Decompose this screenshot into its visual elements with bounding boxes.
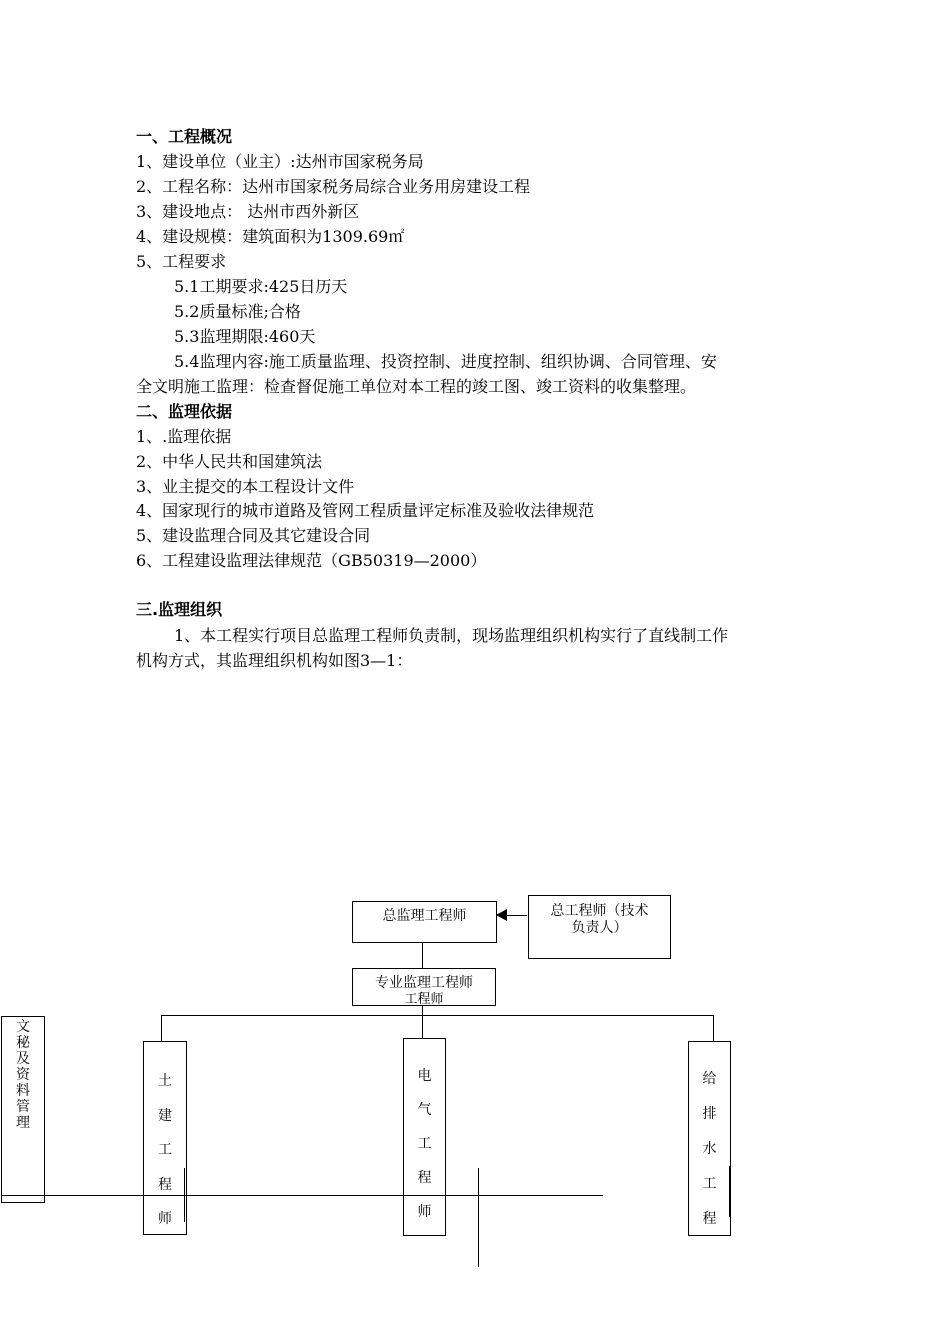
- secretary-label: [7, 1019, 39, 1131]
- section1-item5-4-line2: 全文明施工监理：检查督促施工单位对本工程的竣工图、竣工资料的收集整理。: [136, 377, 697, 396]
- electrical-char: 工: [417, 1136, 432, 1152]
- chief-engineer-label-line1: 总工程师（技术: [550, 903, 649, 919]
- electrical-char: 程: [417, 1170, 432, 1186]
- secretary-char: 文: [16, 1019, 30, 1035]
- section2-item2: 2、中华人民共和国建筑法: [136, 452, 323, 471]
- secretary-char: 管: [16, 1099, 30, 1115]
- horizontal-rule: [1, 1195, 603, 1196]
- secretary-box: [1, 1016, 45, 1203]
- connector-specialist-to-electrical: [422, 1006, 423, 1042]
- secretary-char: 理: [16, 1115, 30, 1131]
- electrical-char: 气: [417, 1102, 432, 1118]
- plumbing-char: 工: [702, 1176, 717, 1192]
- chief-engineer-box: [528, 895, 671, 959]
- plumbing-char: 水: [702, 1141, 717, 1157]
- section1-item4: 4、建设规模：建筑面积为1309.69㎡: [136, 227, 405, 246]
- civil-char: 土: [158, 1073, 172, 1089]
- section3-para-line1: 1、本工程实行项目总监理工程师负责制，现场监理组织机构实行了直线制工作: [174, 626, 729, 645]
- electrical-char: 师: [417, 1204, 432, 1220]
- section1-item2: 2、工程名称：达州市国家税务局综合业务用房建设工程: [136, 177, 531, 196]
- civil-char: 程: [158, 1176, 172, 1193]
- section2-item1: 1、.监理依据: [136, 427, 232, 446]
- section3-para-line2: 机构方式，其监理组织机构如图3—1：: [136, 651, 413, 670]
- secretary-char: 资: [16, 1067, 30, 1083]
- plumbing-edge-mark: [729, 1166, 730, 1217]
- secretary-char: 及: [16, 1051, 30, 1067]
- section1-item5: 5、工程要求: [136, 252, 227, 271]
- plumbing-engineer-label: [689, 1062, 730, 1237]
- section2-item5: 5、建设监理合同及其它建设合同: [136, 526, 371, 545]
- plumbing-char: 程: [702, 1211, 717, 1227]
- electrical-engineer-box: [403, 1038, 446, 1236]
- section1-title: 一、工程概况: [136, 127, 233, 146]
- electrical-char: 电: [417, 1068, 432, 1084]
- connector-civil: [161, 1015, 162, 1041]
- specialist-engineer-label: 专业监理工程师: [375, 975, 473, 991]
- section1-item5-4-line1: 5.4监理内容:施工质量监理、投资控制、进度控制、组织协调、合同管理、安: [174, 352, 717, 371]
- plumbing-char: 给: [702, 1071, 717, 1087]
- section1-item1: 1、建设单位（业主）:达州市国家税务局: [136, 152, 424, 171]
- connector-horizontal-bus: [161, 1015, 714, 1016]
- connector-plumbing: [713, 1015, 714, 1041]
- chief-engineer-label-line2: 负责人）: [571, 920, 628, 936]
- secretary-char: 秘: [16, 1035, 30, 1051]
- civil-engineer-box: [143, 1041, 187, 1235]
- section2-item6: 6、工程建设监理法律规范（GB50319—2000）: [136, 551, 487, 570]
- section1-item5-2: 5.2质量标准;合格: [174, 302, 301, 321]
- civil-char: 工: [158, 1142, 172, 1158]
- specialist-engineer-label-overflow: 工程师: [404, 992, 444, 1006]
- section2-item3: 3、业主提交的本工程设计文件: [136, 477, 355, 496]
- civil-char: 建: [158, 1107, 172, 1124]
- civil-engineer-label: [144, 1064, 186, 1237]
- section2-item4: 4、国家现行的城市道路及管网工程质量评定标准及验收法律规范: [136, 501, 595, 520]
- civil-char: 师: [158, 1211, 172, 1227]
- section1-item5-1: 5.1工期要求:425日历天: [174, 277, 348, 296]
- section1-item3: 3、建设地点： 达州市西外新区: [136, 202, 360, 221]
- plumbing-engineer-box: [688, 1041, 731, 1236]
- electrical-engineer-label: [404, 1059, 445, 1229]
- arrow-head-icon: [496, 909, 508, 921]
- chief-supervisor-box: [352, 901, 497, 943]
- chief-supervisor-label: 总监理工程师: [382, 908, 467, 924]
- specialist-engineer-box: [352, 968, 496, 1006]
- section2-title: 二、监理依据: [136, 402, 233, 421]
- vertical-rule: [478, 1168, 479, 1267]
- plumbing-char: 排: [702, 1106, 717, 1122]
- secretary-char: 料: [16, 1083, 30, 1099]
- section3-title: 三.监理组织: [136, 600, 223, 619]
- section1-item5-3: 5.3监理期限:460天: [174, 327, 316, 346]
